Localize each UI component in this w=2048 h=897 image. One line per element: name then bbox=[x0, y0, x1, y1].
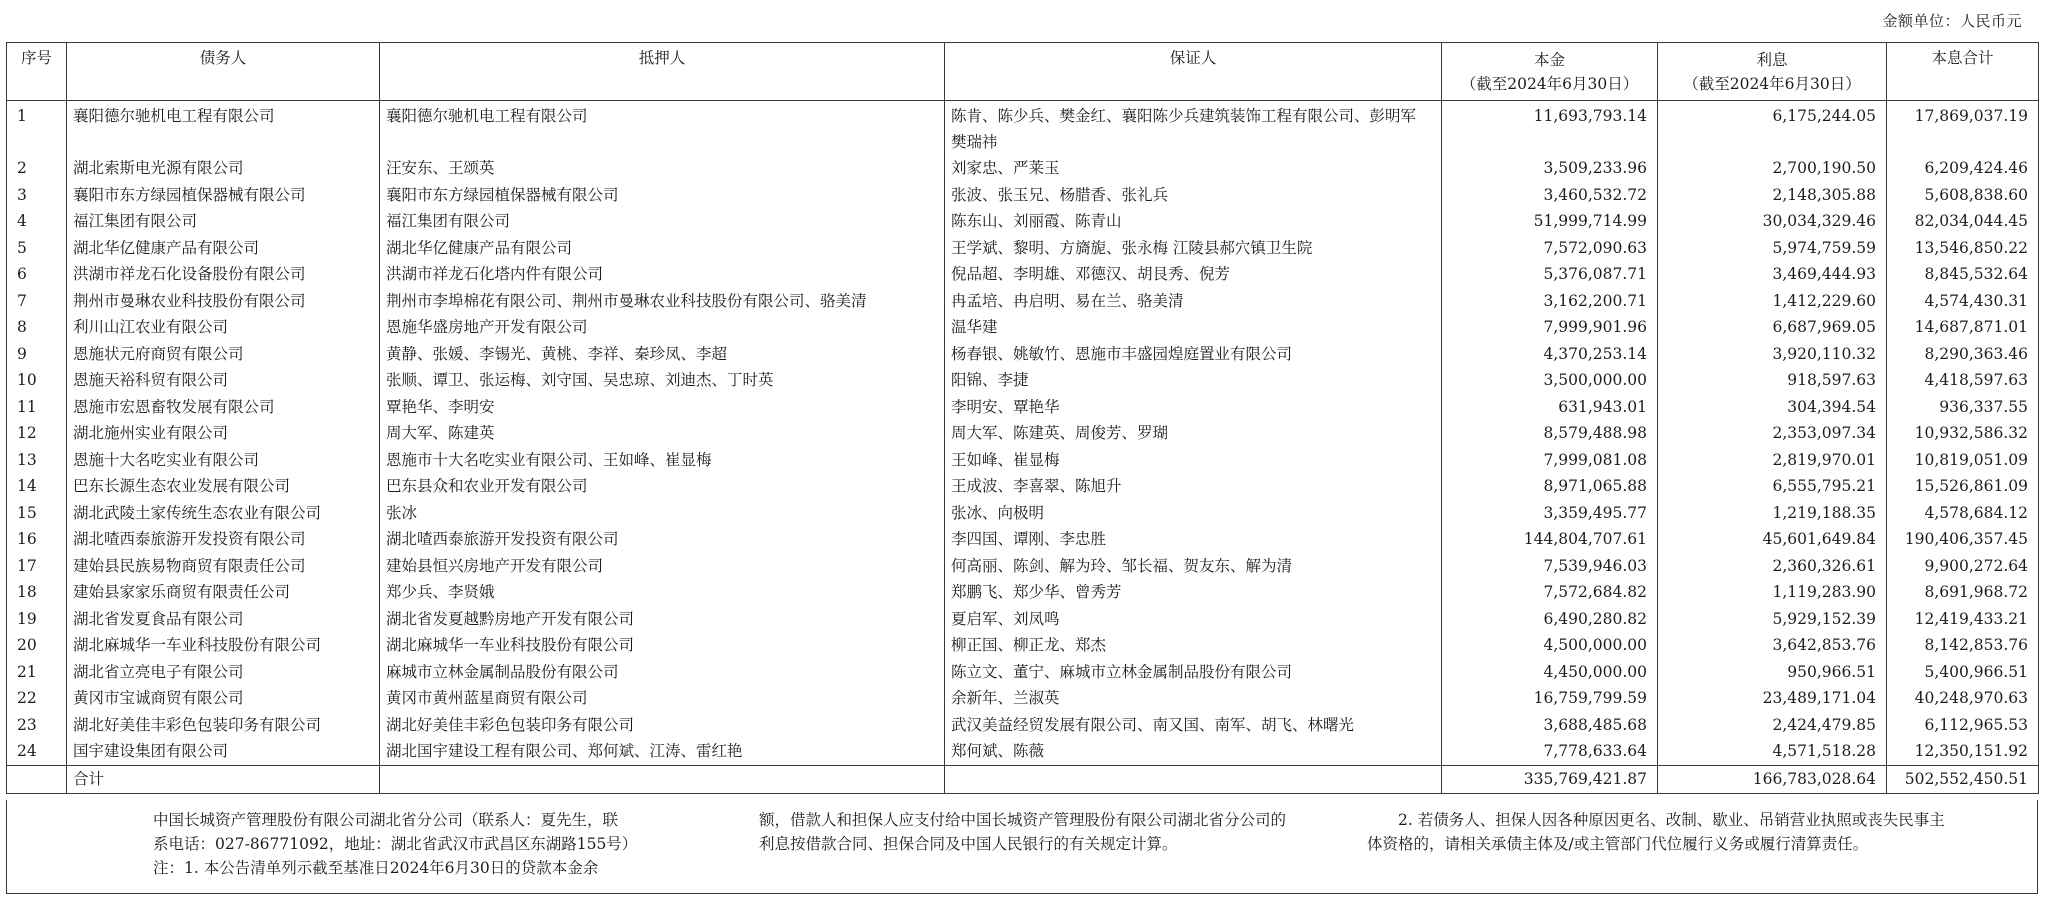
guarantor-cell: 王如峰、崔显梅 bbox=[945, 447, 1442, 474]
total-cell: 12,419,433.21 bbox=[1887, 606, 2039, 633]
mortgagor-cell: 恩施市十大名吃实业有限公司、王如峰、崔显梅 bbox=[380, 447, 945, 474]
debtor-cell: 恩施天裕科贸有限公司 bbox=[67, 367, 380, 394]
table-row bbox=[7, 235, 2039, 262]
total-cell: 14,687,871.01 bbox=[1887, 314, 2039, 341]
principal-cell: 631,943.01 bbox=[1442, 394, 1658, 421]
mortgagor-cell: 黄冈市黄州蓝星商贸有限公司 bbox=[380, 685, 945, 712]
guarantor-cell: 王成波、李喜翠、陈旭升 bbox=[945, 473, 1442, 500]
table-row bbox=[7, 367, 2039, 394]
interest-cell: 1,219,188.35 bbox=[1658, 500, 1887, 527]
interest-cell: 918,597.63 bbox=[1658, 367, 1887, 394]
seq-cell: 8 bbox=[7, 314, 67, 341]
debtor-cell: 洪湖市祥龙石化设备股份有限公司 bbox=[67, 261, 380, 288]
table-row bbox=[7, 288, 2039, 315]
principal-cell: 7,539,946.03 bbox=[1442, 553, 1658, 580]
contact-line-1: 中国长城资产管理股份有限公司湖北省分公司（联系人：夏先生，联 bbox=[153, 811, 619, 829]
guarantor-cell: 何高丽、陈剑、解为玲、邹长福、贺友东、解为清 bbox=[945, 553, 1442, 580]
contact-line-2: 系电话：027-86771092，地址：湖北省武汉市武昌区东湖路155号） bbox=[153, 835, 638, 853]
principal-cell: 7,999,081.08 bbox=[1442, 447, 1658, 474]
total-cell: 8,691,968.72 bbox=[1887, 579, 2039, 606]
total-cell: 6,112,965.53 bbox=[1887, 712, 2039, 739]
guarantor-cell: 柳正国、柳正龙、郑杰 bbox=[945, 632, 1442, 659]
notes-section bbox=[6, 800, 2038, 894]
table-row bbox=[7, 394, 2039, 421]
interest-cell: 2,700,190.50 bbox=[1658, 155, 1887, 182]
seq-cell: 15 bbox=[7, 500, 67, 527]
debtor-cell: 建始县民族易物商贸有限责任公司 bbox=[67, 553, 380, 580]
table-row bbox=[7, 659, 2039, 686]
guarantor-cell: 张冰、向极明 bbox=[945, 500, 1442, 527]
interest-cell: 4,571,518.28 bbox=[1658, 738, 1887, 765]
guarantor-cell: 余新年、兰淑英 bbox=[945, 685, 1442, 712]
mortgagor-cell: 湖北国宇建设工程有限公司、郑何斌、江涛、雷红艳 bbox=[380, 738, 945, 765]
totals-seq-cell bbox=[7, 765, 67, 793]
seq-cell: 1 bbox=[7, 101, 67, 156]
mortgagor-cell: 覃艳华、李明安 bbox=[380, 394, 945, 421]
debtor-cell: 恩施十大名吃实业有限公司 bbox=[67, 447, 380, 474]
principal-cell: 4,500,000.00 bbox=[1442, 632, 1658, 659]
currency-unit-label: 金额单位：人民币元 bbox=[1882, 12, 2022, 30]
total-cell: 190,406,357.45 bbox=[1887, 526, 2039, 553]
principal-cell: 144,804,707.61 bbox=[1442, 526, 1658, 553]
total-cell: 15,526,861.09 bbox=[1887, 473, 2039, 500]
mortgagor-cell: 汪安东、王颂英 bbox=[380, 155, 945, 182]
debtor-cell: 湖北施州实业有限公司 bbox=[67, 420, 380, 447]
table-row bbox=[7, 101, 2039, 156]
debtor-cell: 湖北武陵土家传统生态农业有限公司 bbox=[67, 500, 380, 527]
mortgagor-cell: 张顺、谭卫、张运梅、刘守国、吴忠琼、刘迪杰、丁时英 bbox=[380, 367, 945, 394]
total-cell: 8,290,363.46 bbox=[1887, 341, 2039, 368]
debtor-cell: 恩施市宏恩畜牧发展有限公司 bbox=[67, 394, 380, 421]
mortgagor-cell: 湖北喳西泰旅游开发投资有限公司 bbox=[380, 526, 945, 553]
principal-cell: 7,999,901.96 bbox=[1442, 314, 1658, 341]
total-cell: 9,900,272.64 bbox=[1887, 553, 2039, 580]
table-row bbox=[7, 500, 2039, 527]
guarantor-cell: 郑何斌、陈薇 bbox=[945, 738, 1442, 765]
totals-row bbox=[7, 765, 2039, 793]
guarantor-cell: 陈肯、陈少兵、樊金红、襄阳陈少兵建筑装饰工程有限公司、彭明军 樊瑞祎 bbox=[945, 101, 1442, 156]
seq-cell: 3 bbox=[7, 182, 67, 209]
debtor-cell: 湖北省发夏食品有限公司 bbox=[67, 606, 380, 633]
table-row bbox=[7, 685, 2039, 712]
principal-cell: 7,572,090.63 bbox=[1442, 235, 1658, 262]
guarantor-cell: 阳锦、李捷 bbox=[945, 367, 1442, 394]
debtor-cell: 襄阳市东方绿园植保器械有限公司 bbox=[67, 182, 380, 209]
principal-cell: 16,759,799.59 bbox=[1442, 685, 1658, 712]
interest-cell: 2,819,970.01 bbox=[1658, 447, 1887, 474]
debtor-cell: 湖北麻城华一车业科技股份有限公司 bbox=[67, 632, 380, 659]
mortgagor-cell: 巴东县众和农业开发有限公司 bbox=[380, 473, 945, 500]
note-1-text: 额，借款人和担保人应支付给中国长城资产管理股份有限公司湖北省分公司的利息按借款合同、担保合同及中国人民银行的有关规定计算。 bbox=[759, 811, 1287, 853]
table-row bbox=[7, 208, 2039, 235]
debtor-cell: 荆州市曼琳农业科技股份有限公司 bbox=[67, 288, 380, 315]
seq-cell: 17 bbox=[7, 553, 67, 580]
table-row bbox=[7, 341, 2039, 368]
interest-cell: 23,489,171.04 bbox=[1658, 685, 1887, 712]
guarantor-cell: 郑鹏飞、郑少华、曾秀芳 bbox=[945, 579, 1442, 606]
principal-cell: 4,370,253.14 bbox=[1442, 341, 1658, 368]
mortgagor-cell: 建始县恒兴房地产开发有限公司 bbox=[380, 553, 945, 580]
seq-cell: 24 bbox=[7, 738, 67, 765]
principal-cell: 7,572,684.82 bbox=[1442, 579, 1658, 606]
table-row bbox=[7, 606, 2039, 633]
principal-cell: 3,162,200.71 bbox=[1442, 288, 1658, 315]
seq-cell: 2 bbox=[7, 155, 67, 182]
total-cell: 4,578,684.12 bbox=[1887, 500, 2039, 527]
note-2-text: 2. 若债务人、担保人因各种原因更名、改制、歇业、吊销营业执照或丧失民事主体资格的，请相关承债主体及/或主管部门代位履行义务或履行清算责任。 bbox=[1367, 811, 1945, 853]
debtor-cell: 湖北华亿健康产品有限公司 bbox=[67, 235, 380, 262]
table-row bbox=[7, 182, 2039, 209]
seq-cell: 5 bbox=[7, 235, 67, 262]
total-cell: 82,034,044.45 bbox=[1887, 208, 2039, 235]
debtor-cell: 湖北省立亮电子有限公司 bbox=[67, 659, 380, 686]
mortgagor-cell: 黄静、张媛、李锡光、黄桃、李祥、秦珍凤、李超 bbox=[380, 341, 945, 368]
totals-mortgagor-cell bbox=[380, 765, 945, 793]
debtor-cell: 福江集团有限公司 bbox=[67, 208, 380, 235]
debtor-cell: 湖北喳西泰旅游开发投资有限公司 bbox=[67, 526, 380, 553]
interest-cell: 304,394.54 bbox=[1658, 394, 1887, 421]
seq-cell: 10 bbox=[7, 367, 67, 394]
guarantor-cell: 温华建 bbox=[945, 314, 1442, 341]
principal-cell: 4,450,000.00 bbox=[1442, 659, 1658, 686]
interest-cell: 950,966.51 bbox=[1658, 659, 1887, 686]
guarantor-cell: 王学斌、黎明、方旖旎、张永梅 江陵县郝穴镇卫生院 bbox=[945, 235, 1442, 262]
totals-total: 502,552,450.51 bbox=[1887, 765, 2039, 793]
mortgagor-cell: 襄阳德尔驰机电工程有限公司 bbox=[380, 101, 945, 156]
totals-guarantor-cell bbox=[945, 765, 1442, 793]
interest-cell: 3,920,110.32 bbox=[1658, 341, 1887, 368]
seq-cell: 13 bbox=[7, 447, 67, 474]
table-row bbox=[7, 447, 2039, 474]
total-cell: 4,574,430.31 bbox=[1887, 288, 2039, 315]
interest-cell: 2,148,305.88 bbox=[1658, 182, 1887, 209]
mortgagor-cell: 福江集团有限公司 bbox=[380, 208, 945, 235]
seq-cell: 23 bbox=[7, 712, 67, 739]
total-cell: 12,350,151.92 bbox=[1887, 738, 2039, 765]
header-interest bbox=[1658, 43, 1887, 101]
note-1-continued bbox=[759, 808, 1299, 856]
table-row bbox=[7, 553, 2039, 580]
table-row bbox=[7, 155, 2039, 182]
total-cell: 17,869,037.19 bbox=[1887, 101, 2039, 156]
total-cell: 6,209,424.46 bbox=[1887, 155, 2039, 182]
interest-cell: 5,929,152.39 bbox=[1658, 606, 1887, 633]
principal-cell: 7,778,633.64 bbox=[1442, 738, 1658, 765]
seq-cell: 18 bbox=[7, 579, 67, 606]
debtor-cell: 黄冈市宝诚商贸有限公司 bbox=[67, 685, 380, 712]
mortgagor-cell: 湖北省发夏越黔房地产开发有限公司 bbox=[380, 606, 945, 633]
mortgagor-cell: 湖北华亿健康产品有限公司 bbox=[380, 235, 945, 262]
interest-cell: 5,974,759.59 bbox=[1658, 235, 1887, 262]
total-cell: 936,337.55 bbox=[1887, 394, 2039, 421]
debtor-cell: 恩施状元府商贸有限公司 bbox=[67, 341, 380, 368]
total-cell: 10,932,586.32 bbox=[1887, 420, 2039, 447]
header-interest-title: 利息 bbox=[1756, 50, 1788, 69]
interest-cell: 1,412,229.60 bbox=[1658, 288, 1887, 315]
interest-cell: 45,601,649.84 bbox=[1658, 526, 1887, 553]
debtor-cell: 襄阳德尔驰机电工程有限公司 bbox=[67, 101, 380, 156]
guarantor-cell: 陈东山、刘丽霞、陈青山 bbox=[945, 208, 1442, 235]
table-body bbox=[7, 101, 2039, 766]
note-1-start: 注：1. 本公告清单列示截至基准日2024年6月30日的贷款本金余 bbox=[153, 859, 599, 877]
interest-cell: 6,555,795.21 bbox=[1658, 473, 1887, 500]
debt-table bbox=[6, 42, 2039, 794]
debtor-cell: 国宇建设集团有限公司 bbox=[67, 738, 380, 765]
debtor-cell: 湖北好美佳丰彩色包装印务有限公司 bbox=[67, 712, 380, 739]
header-principal-date: （截至2024年6月30日） bbox=[1460, 74, 1639, 93]
mortgagor-cell: 洪湖市祥龙石化塔内件有限公司 bbox=[380, 261, 945, 288]
header-principal bbox=[1442, 43, 1658, 101]
table-row bbox=[7, 738, 2039, 765]
seq-cell: 14 bbox=[7, 473, 67, 500]
principal-cell: 3,500,000.00 bbox=[1442, 367, 1658, 394]
contact-note bbox=[153, 808, 713, 880]
table-header-row bbox=[7, 43, 2039, 101]
guarantor-cell: 陈立文、董宁、麻城市立林金属制品股份有限公司 bbox=[945, 659, 1442, 686]
total-cell: 4,418,597.63 bbox=[1887, 367, 2039, 394]
principal-cell: 3,509,233.96 bbox=[1442, 155, 1658, 182]
principal-cell: 8,971,065.88 bbox=[1442, 473, 1658, 500]
debtor-cell: 利川山江农业有限公司 bbox=[67, 314, 380, 341]
interest-cell: 6,175,244.05 bbox=[1658, 101, 1887, 156]
totals-interest: 166,783,028.64 bbox=[1658, 765, 1887, 793]
mortgagor-cell: 周大军、陈建英 bbox=[380, 420, 945, 447]
debtor-cell: 建始县家家乐商贸有限责任公司 bbox=[67, 579, 380, 606]
header-principal-title: 本金 bbox=[1533, 50, 1565, 69]
total-cell: 8,142,853.76 bbox=[1887, 632, 2039, 659]
header-mortgagor: 抵押人 bbox=[380, 43, 945, 101]
mortgagor-cell: 荆州市李埠棉花有限公司、荆州市曼琳农业科技股份有限公司、骆美清 bbox=[380, 288, 945, 315]
table-row bbox=[7, 261, 2039, 288]
note-2 bbox=[1367, 808, 1947, 856]
interest-cell: 2,353,097.34 bbox=[1658, 420, 1887, 447]
table-row bbox=[7, 632, 2039, 659]
debtor-cell: 湖北索斯电光源有限公司 bbox=[67, 155, 380, 182]
mortgagor-cell: 郑少兵、李贤娥 bbox=[380, 579, 945, 606]
interest-cell: 3,642,853.76 bbox=[1658, 632, 1887, 659]
mortgagor-cell: 张冰 bbox=[380, 500, 945, 527]
principal-cell: 3,688,485.68 bbox=[1442, 712, 1658, 739]
total-cell: 10,819,051.09 bbox=[1887, 447, 2039, 474]
total-cell: 40,248,970.63 bbox=[1887, 685, 2039, 712]
seq-cell: 7 bbox=[7, 288, 67, 315]
interest-cell: 2,424,479.85 bbox=[1658, 712, 1887, 739]
guarantor-cell: 李明安、覃艳华 bbox=[945, 394, 1442, 421]
seq-cell: 9 bbox=[7, 341, 67, 368]
mortgagor-cell: 湖北麻城华一车业科技股份有限公司 bbox=[380, 632, 945, 659]
total-cell: 8,845,532.64 bbox=[1887, 261, 2039, 288]
principal-cell: 11,693,793.14 bbox=[1442, 101, 1658, 156]
debtor-cell: 巴东长源生态农业发展有限公司 bbox=[67, 473, 380, 500]
seq-cell: 6 bbox=[7, 261, 67, 288]
interest-cell: 3,469,444.93 bbox=[1658, 261, 1887, 288]
seq-cell: 12 bbox=[7, 420, 67, 447]
seq-cell: 20 bbox=[7, 632, 67, 659]
guarantor-cell: 倪品超、李明雄、邓德汉、胡艮秀、倪芳 bbox=[945, 261, 1442, 288]
guarantor-cell: 刘家忠、严莱玉 bbox=[945, 155, 1442, 182]
table-row bbox=[7, 712, 2039, 739]
seq-cell: 4 bbox=[7, 208, 67, 235]
header-guarantor: 保证人 bbox=[945, 43, 1442, 101]
mortgagor-cell: 恩施华盛房地产开发有限公司 bbox=[380, 314, 945, 341]
seq-cell: 22 bbox=[7, 685, 67, 712]
guarantor-cell: 夏启军、刘凤鸣 bbox=[945, 606, 1442, 633]
total-cell: 13,546,850.22 bbox=[1887, 235, 2039, 262]
header-interest-date: （截至2024年6月30日） bbox=[1683, 74, 1861, 93]
seq-cell: 16 bbox=[7, 526, 67, 553]
seq-cell: 11 bbox=[7, 394, 67, 421]
principal-cell: 3,460,532.72 bbox=[1442, 182, 1658, 209]
interest-cell: 6,687,969.05 bbox=[1658, 314, 1887, 341]
principal-cell: 8,579,488.98 bbox=[1442, 420, 1658, 447]
header-debtor: 债务人 bbox=[67, 43, 380, 101]
table-row bbox=[7, 314, 2039, 341]
guarantor-cell: 周大军、陈建英、周俊芳、罗瑚 bbox=[945, 420, 1442, 447]
guarantor-cell: 张波、张玉兄、杨腊香、张礼兵 bbox=[945, 182, 1442, 209]
mortgagor-cell: 襄阳市东方绿园植保器械有限公司 bbox=[380, 182, 945, 209]
guarantor-cell: 武汉美益经贸发展有限公司、南又国、南军、胡飞、林曙光 bbox=[945, 712, 1442, 739]
principal-cell: 6,490,280.82 bbox=[1442, 606, 1658, 633]
principal-cell: 5,376,087.71 bbox=[1442, 261, 1658, 288]
seq-cell: 21 bbox=[7, 659, 67, 686]
interest-cell: 1,119,283.90 bbox=[1658, 579, 1887, 606]
mortgagor-cell: 麻城市立林金属制品股份有限公司 bbox=[380, 659, 945, 686]
table-row bbox=[7, 473, 2039, 500]
totals-label: 合计 bbox=[67, 765, 380, 793]
table-row bbox=[7, 526, 2039, 553]
principal-cell: 51,999,714.99 bbox=[1442, 208, 1658, 235]
interest-cell: 2,360,326.61 bbox=[1658, 553, 1887, 580]
guarantor-cell: 李四国、谭刚、李忠胜 bbox=[945, 526, 1442, 553]
guarantor-cell: 冉孟培、冉启明、易在兰、骆美清 bbox=[945, 288, 1442, 315]
seq-cell: 19 bbox=[7, 606, 67, 633]
guarantor-cell: 杨春银、姚敏竹、恩施市丰盛园煌庭置业有限公司 bbox=[945, 341, 1442, 368]
header-seq: 序号 bbox=[7, 43, 67, 101]
principal-cell: 3,359,495.77 bbox=[1442, 500, 1658, 527]
interest-cell: 30,034,329.46 bbox=[1658, 208, 1887, 235]
table-row bbox=[7, 420, 2039, 447]
total-cell: 5,400,966.51 bbox=[1887, 659, 2039, 686]
table-row bbox=[7, 579, 2039, 606]
header-total: 本息合计 bbox=[1887, 43, 2039, 101]
totals-principal: 335,769,421.87 bbox=[1442, 765, 1658, 793]
total-cell: 5,608,838.60 bbox=[1887, 182, 2039, 209]
mortgagor-cell: 湖北好美佳丰彩色包装印务有限公司 bbox=[380, 712, 945, 739]
